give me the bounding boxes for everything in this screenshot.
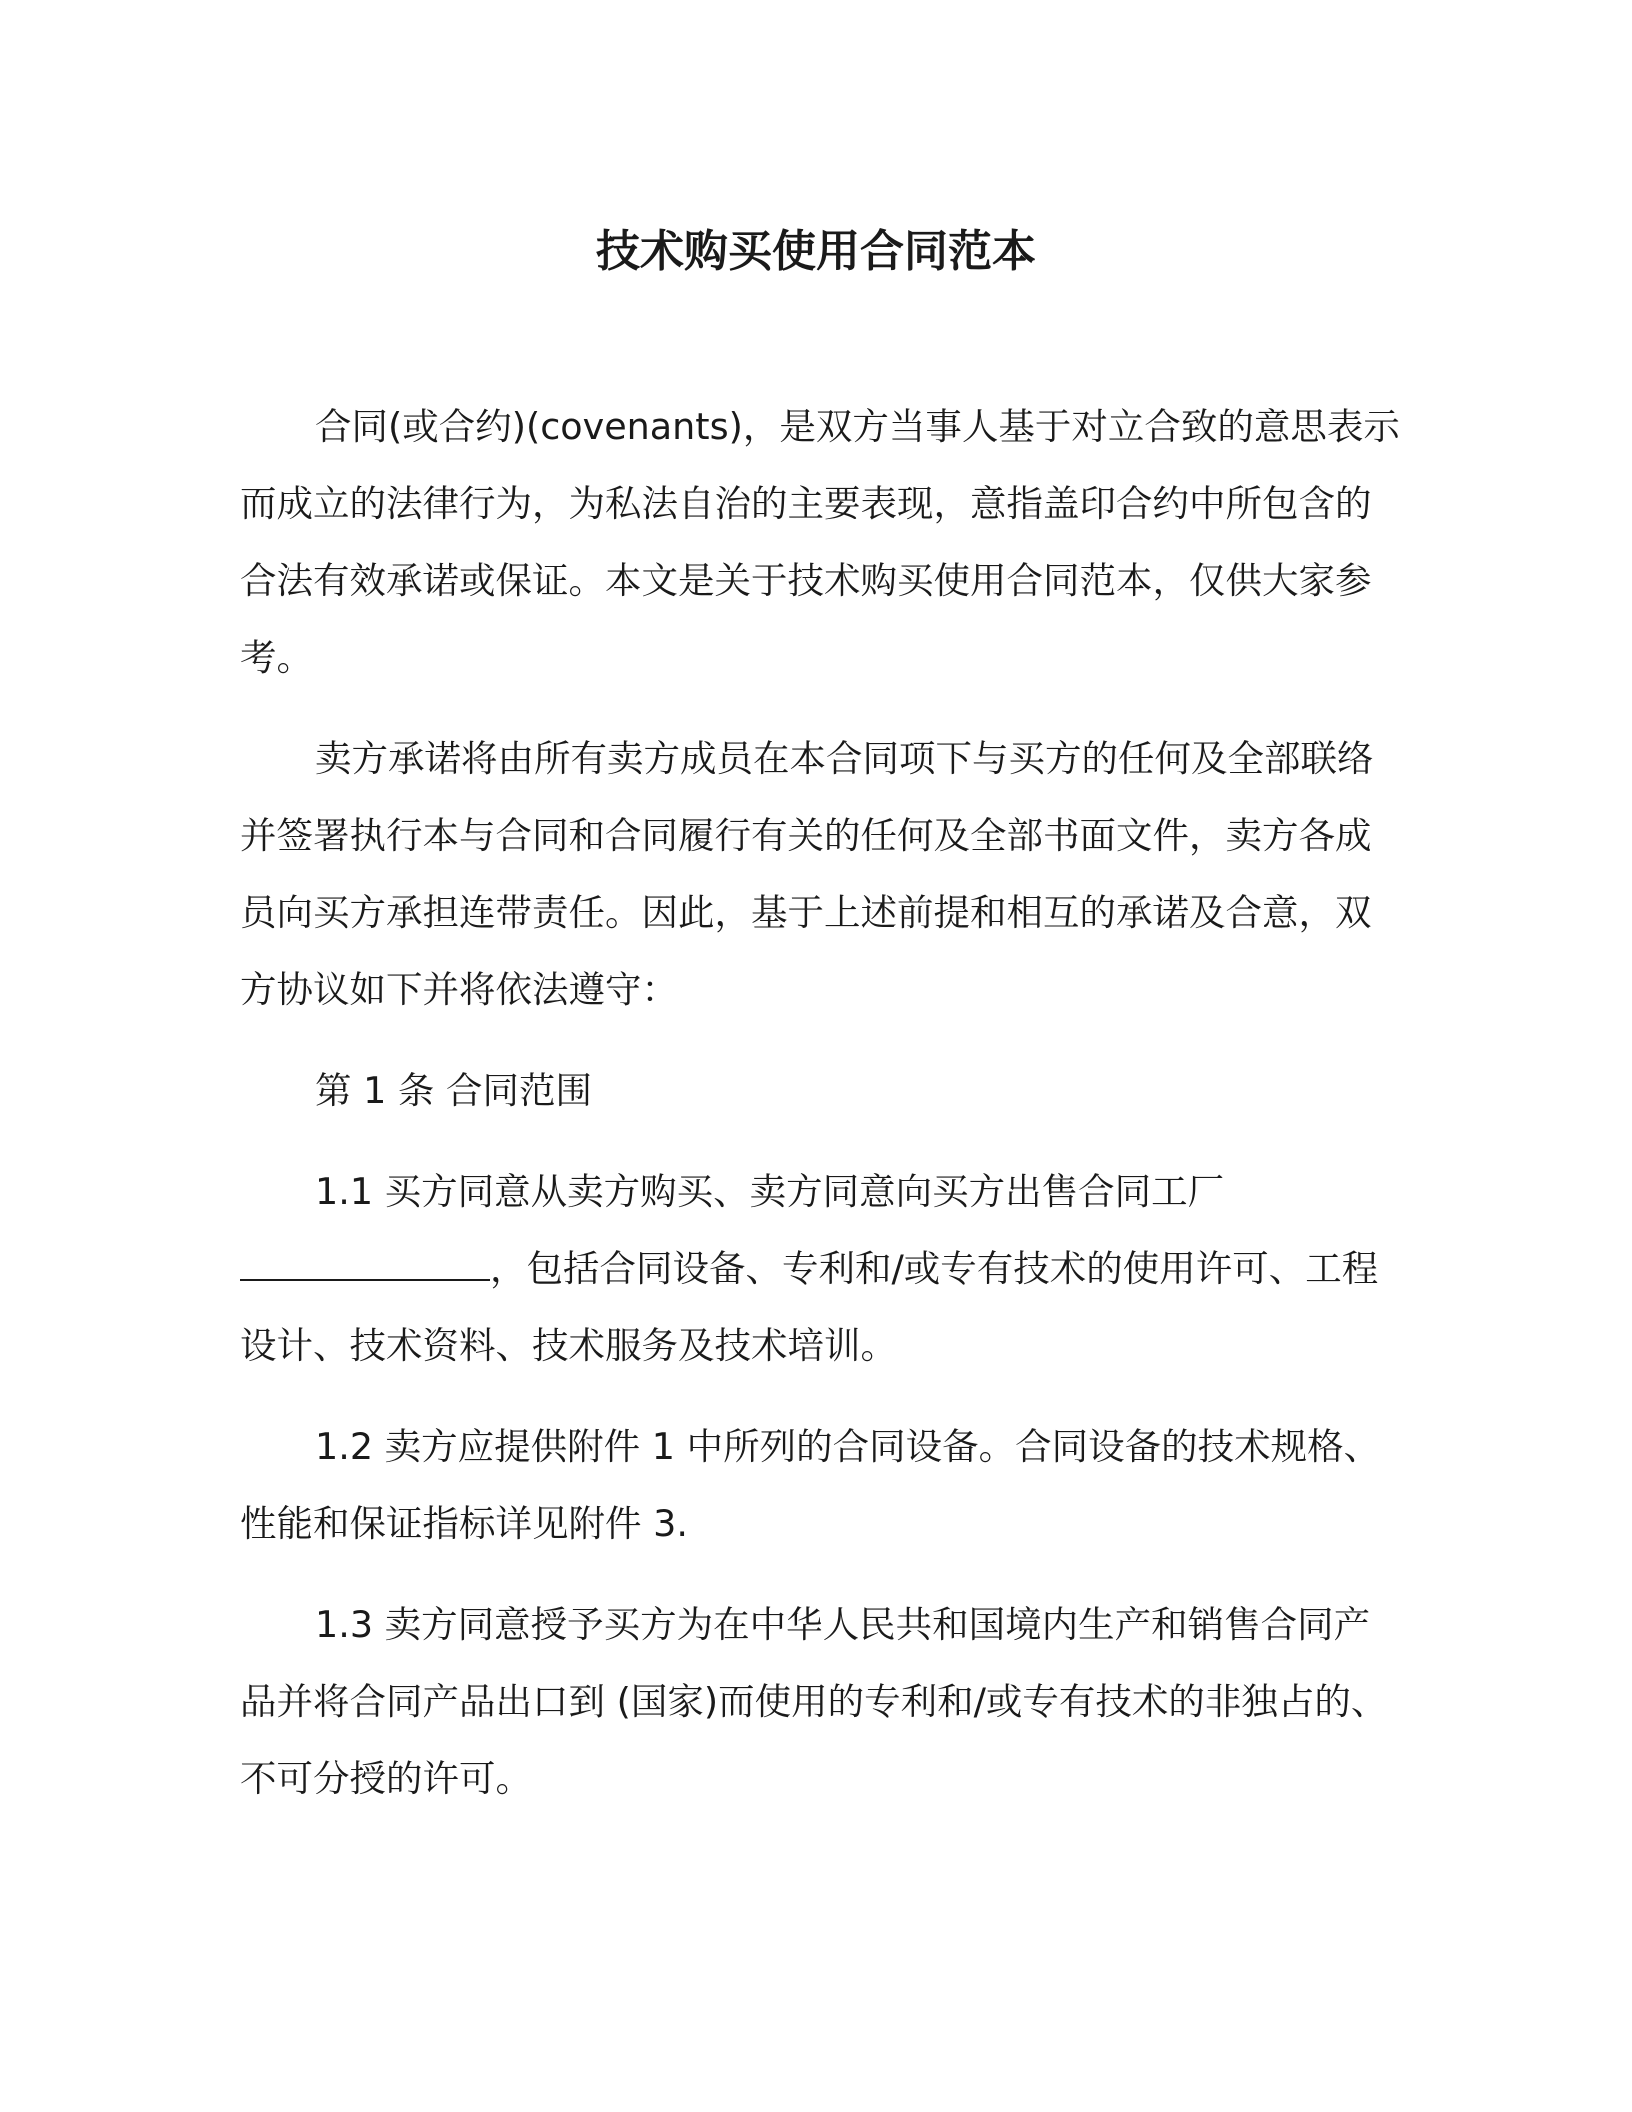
- clause-1-1: [240, 1153, 1400, 1384]
- preamble-paragraph: 卖方承诺将由所有卖方成员在本合同项下与买方的任何及全部联络并签署执行本与合同和合同履行有关的任何及全部书面文件，卖方各成员向买方承担连带责任。因此，基于上述前提和相互的承诺及合意，双方协议如下并将依法遵守：: [240, 737, 1374, 1011]
- clause-1-3: 1.3 卖方同意授予买方为在中华人民共和国境内生产和销售合同产品并将合同产品出口到 (国家)而使用的专利和/或专有技术的非独占的、不可分授的许可。: [240, 1603, 1388, 1800]
- fill-in-blank-line: [240, 1235, 490, 1281]
- document-body: [240, 388, 1400, 1817]
- intro-paragraph: 合同(或合约)(covenants)，是双方当事人基于对立合致的意思表示而成立的法律行为，为私法自治的主要表现，意指盖印合约中所包含的合法有效承诺或保证。本文是关于技术购买使用合同范本，仅供大家参考。: [240, 405, 1400, 679]
- clause-1-1-text-after: ，包括合同设备、专利和/或专有技术的使用许可、工程设计、技术资料、技术服务及技术培训。: [240, 1247, 1379, 1367]
- article-1-heading: 第 1 条 合同范围: [315, 1069, 593, 1112]
- clause-1-1-text-before: 1.1 买方同意从卖方购买、卖方同意向买方出售合同工厂: [315, 1170, 1225, 1213]
- document-title: 技术购买使用合同范本: [596, 226, 1036, 277]
- clause-1-2: 1.2 卖方应提供附件 1 中所列的合同设备。合同设备的技术规格、性能和保证指标详见附件 3.: [240, 1425, 1381, 1545]
